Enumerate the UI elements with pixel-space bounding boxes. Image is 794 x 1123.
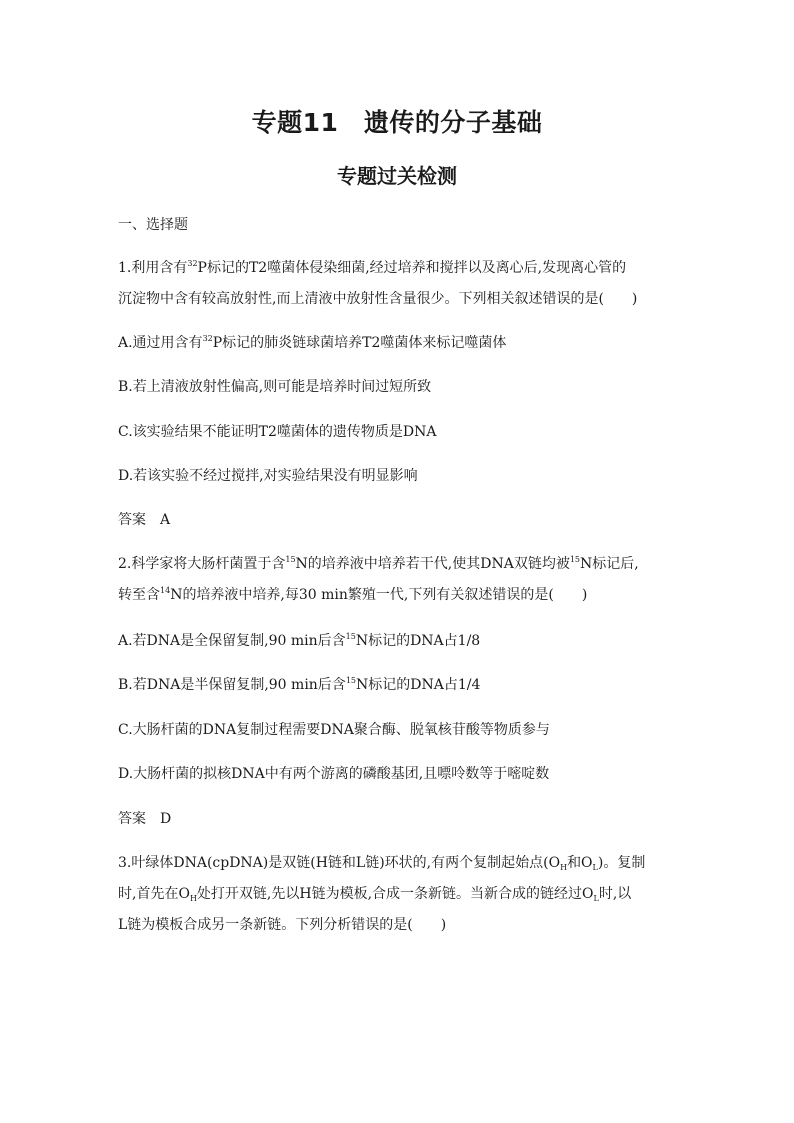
q1-stem-line-1: 1.利用含有$^{32}$P标记的T2噬菌体侵染细菌,经过培养和搅拌以及离心后,发现离心管的 [118,259,627,276]
q3-stem-line-1: 3.叶绿体DNA(cpDNA)是双链(H链和L链)环状的,有两个复制起始点($O_H$和$O_L$)。复制 [118,855,646,872]
q1-option-a: A.通过用含有$^{32}$P标记的肺炎链球菌培养T2噬菌体来标记噬菌体 [118,334,507,351]
page-subtitle: 专题过关检测 [337,164,457,188]
q3-stem-line-3: L链为模板合成另一条新链。下列分析错误的是( ) [118,917,447,933]
q2-stem-line-1: 2.科学家将大肠杆菌置于含$^{15}$N的培养液中培养若干代,使其DNA双链均被$^{15}$N标记后, [118,555,639,572]
q2-option-d: D.大肠杆菌的拟核DNA中有两个游离的磷酸基团,且嘌呤数等于嘧啶数 [118,766,550,782]
q1-option-d: D.若该实验不经过搅拌,对实验结果没有明显影响 [118,468,418,484]
answer-value: A [160,512,171,528]
section-heading: 一、选择题 [118,217,188,233]
q2-option-a: A.若DNA是全保留复制,90 min后含$^{15}$N标记的DNA占1/8 [118,632,481,649]
answer-label: 答案 [118,811,146,827]
q1-answer [118,510,698,530]
q1-option-b: B.若上清液放射性偏高,则可能是培养时间过短所致 [118,379,432,395]
q2-option-b: B.若DNA是半保留复制,90 min后含$^{15}$N标记的DNA占1/4 [118,676,481,693]
q2-stem-line-2: 转至含$^{14}$N的培养液中培养,每30 min繁殖一代,下列有关叙述错误的是( ) [118,586,588,603]
q1-option-c: C.该实验结果不能证明T2噬菌体的遗传物质是DNA [118,424,437,440]
q3-stem-line-2: 时,首先在$O_H$处打开双链,先以H链为模板,合成一条新链。当新合成的链经过$O_L$时,以 [118,886,632,903]
q1-stem-line-2: 沉淀物中含有较高放射性,而上清液中放射性含量很少。下列相关叙述错误的是( ) [118,291,638,307]
answer-label: 答案 [118,512,146,528]
q2-answer [118,809,698,829]
q2-option-c: C.大肠杆菌的DNA复制过程需要DNA聚合酶、脱氧核苷酸等物质参与 [118,722,550,738]
answer-value: D [160,811,172,827]
page-title: 专题11 遗传的分子基础 [251,108,543,137]
